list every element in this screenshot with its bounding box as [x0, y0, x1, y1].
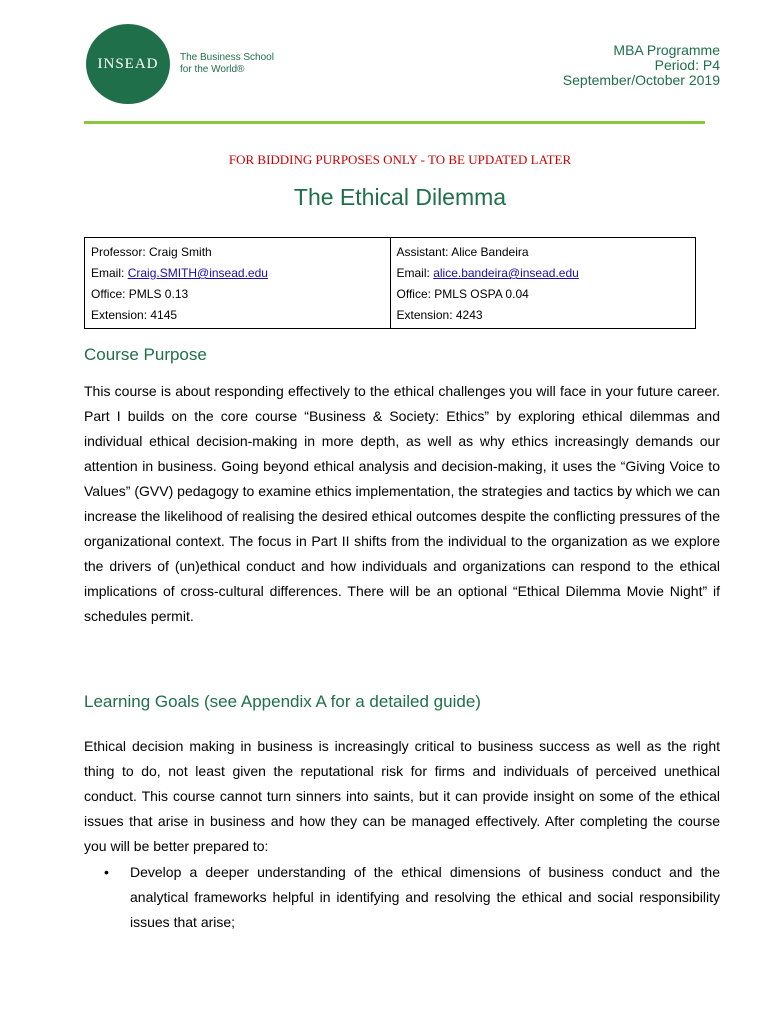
page-title: The Ethical Dilemma [293, 184, 507, 210]
professor-name: Professor: Craig Smith [91, 245, 212, 259]
professor-email-link[interactable]: Craig.SMITH@insead.edu [127, 266, 268, 280]
bullet-item [104, 860, 720, 935]
assistant-office: Office: PMLS OSPA 0.04 [396, 287, 529, 301]
assistant-email-link[interactable]: alice.bandeira@insead.edu [433, 266, 579, 280]
programme-info [563, 43, 720, 88]
assistant-extension: Extension: 4243 [396, 308, 483, 322]
professor-column [85, 238, 390, 328]
bullet-icon: • [104, 864, 109, 880]
professor-email-row [91, 263, 384, 284]
email-label: Email: [396, 266, 434, 280]
email-label: Email: [91, 266, 128, 280]
logo-wordmark: INSEAD [97, 55, 159, 72]
learning-goals-text: Ethical decision making in business is increasingly critical to business success as well as the right thing to do, not least given the reputational risk for firms and individuals of perceived unethical conduct. This course cannot turn sinners into saints, but it can provide insight on some of the ethical issues that arise in business and how they can be managed effectively. After completing the course you will be better prepared to: [84, 738, 720, 854]
insead-logo [86, 24, 170, 104]
professor-extension: Extension: 4145 [91, 308, 178, 322]
header-divider [84, 121, 705, 124]
tagline-line-1: The Business School [180, 52, 274, 63]
tagline-line-2: for the World® [180, 64, 245, 75]
programme-name: MBA Programme [613, 42, 720, 58]
contacts-table [84, 237, 696, 329]
professor-office: Office: PMLS 0.13 [91, 287, 189, 301]
learning-goals-heading: Learning Goals (see Appendix A for a detailed guide) [84, 692, 481, 711]
programme-period: Period: P4 [654, 57, 720, 73]
course-purpose-heading: Course Purpose [84, 345, 207, 364]
bullet-text: Develop a deeper understanding of the ethical dimensions of business conduct and the analytical frameworks helpful in identifying and resolving the ethical and social responsibility issues that arise; [130, 864, 720, 930]
logo-tagline [180, 52, 274, 76]
assistant-email-row [397, 263, 690, 284]
bidding-notice: FOR BIDDING PURPOSES ONLY - TO BE UPDATED LATER [228, 152, 572, 167]
programme-dates: September/October 2019 [562, 72, 720, 88]
course-purpose-text: This course is about responding effectively to the ethical challenges you will face in your future career. Part I builds on the core course “Business & Society: Ethics” by exploring ethical dilemmas and individual ethical decision-making in more depth, as well as why ethics increasingly demands our attention in business. Going beyond ethical analysis and decision-making, it uses the “Giving Voice to Values” (GVV) pedagogy to examine ethics implementation, the strategies and tactics by which we can increase the likelihood of realising the desired ethical outcomes despite the conflicting pressures of the organizational context. The focus in Part II shifts from the individual to the organization as we explore the drivers of (un)ethical conduct and how individuals and organizations can respond to the ethical implications of cross-cultural differences. There will be an optional “Ethical Dilemma Movie Night” if schedules permit. [84, 383, 720, 624]
assistant-column [390, 238, 696, 328]
assistant-name: Assistant: Alice Bandeira [396, 245, 529, 259]
